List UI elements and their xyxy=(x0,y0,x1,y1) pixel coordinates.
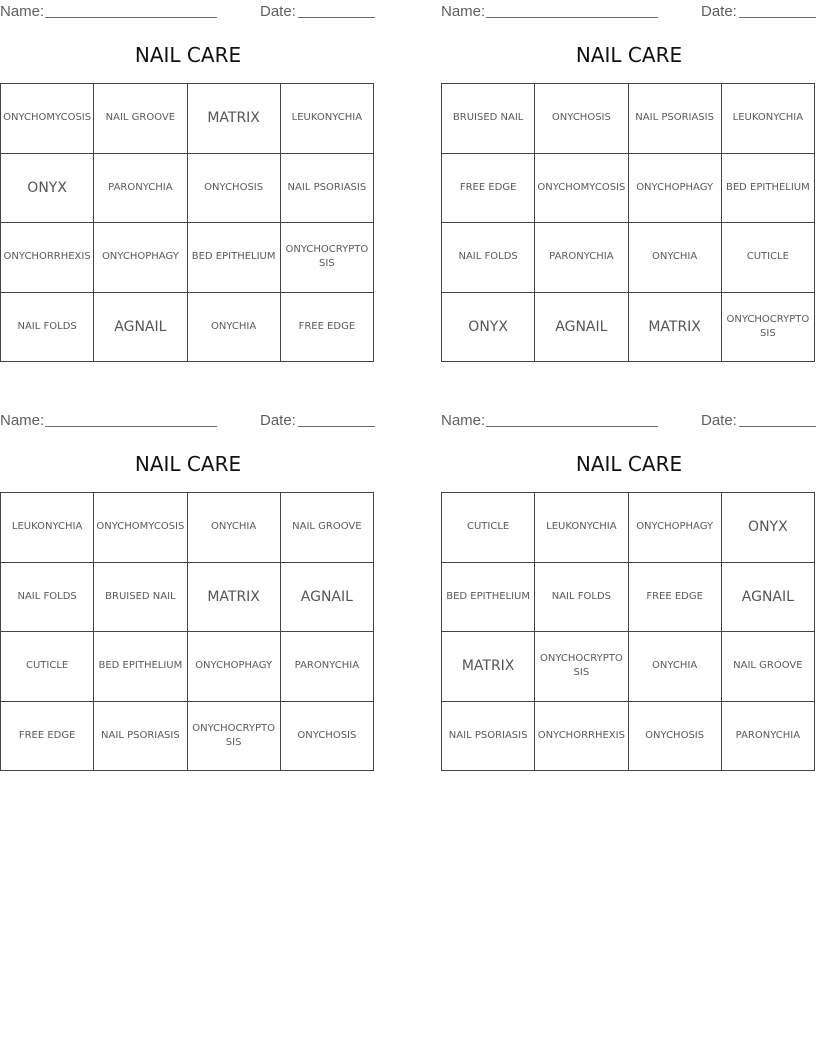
bingo-grid xyxy=(0,83,374,362)
name-label: Name: xyxy=(0,3,45,20)
card-header xyxy=(0,412,376,430)
bingo-cell: AGNAIL xyxy=(535,293,628,363)
bingo-cell: AGNAIL xyxy=(94,293,187,363)
bingo-cell: ONYCHOMYCOSIS xyxy=(94,493,187,563)
bingo-card xyxy=(0,409,376,774)
bingo-cell: LEUKONYCHIA xyxy=(281,84,374,154)
bingo-cell: PARONYCHIA xyxy=(535,223,628,293)
bingo-cell: BED EPITHELIUM xyxy=(722,154,815,224)
bingo-cell: ONYCHOSIS xyxy=(281,702,374,772)
bingo-cell: BRUISED NAIL xyxy=(442,84,535,154)
bingo-card xyxy=(0,0,376,365)
bingo-grid xyxy=(441,83,815,362)
bingo-cell: PARONYCHIA xyxy=(94,154,187,224)
bingo-cell: AGNAIL xyxy=(722,563,815,633)
bingo-card xyxy=(441,409,816,774)
bingo-cell: ONYCHIA xyxy=(629,223,722,293)
name-blank-line[interactable] xyxy=(486,17,658,18)
bingo-cell: FREE EDGE xyxy=(1,702,94,772)
bingo-cell: ONYCHIA xyxy=(188,493,281,563)
bingo-cell: ONYCHOCRYPTOSIS xyxy=(188,702,281,772)
bingo-cell: FREE EDGE xyxy=(281,293,374,363)
bingo-cell: CUTICLE xyxy=(442,493,535,563)
card-header xyxy=(441,3,816,21)
bingo-cell: BED EPITHELIUM xyxy=(442,563,535,633)
name-blank-line[interactable] xyxy=(486,426,658,427)
bingo-card xyxy=(441,0,816,365)
bingo-cell: ONYCHOPHAGY xyxy=(629,493,722,563)
bingo-cell: NAIL PSORIASIS xyxy=(442,702,535,772)
bingo-cell: ONYCHOSIS xyxy=(188,154,281,224)
bingo-cell: NAIL FOLDS xyxy=(1,293,94,363)
bingo-cell: ONYCHORRHEXIS xyxy=(1,223,94,293)
bingo-cell: NAIL GROOVE xyxy=(94,84,187,154)
bingo-cell: ONYCHOSIS xyxy=(629,702,722,772)
bingo-cell: ONYCHIA xyxy=(629,632,722,702)
bingo-cell: ONYCHORRHEXIS xyxy=(535,702,628,772)
bingo-cell: PARONYCHIA xyxy=(281,632,374,702)
bingo-cell: BED EPITHELIUM xyxy=(94,632,187,702)
card-title: NAIL CARE xyxy=(134,452,242,476)
bingo-cell: FREE EDGE xyxy=(629,563,722,633)
bingo-cell: ONYCHOCRYPTOSIS xyxy=(722,293,815,363)
card-title: NAIL CARE xyxy=(134,43,242,67)
name-label: Name: xyxy=(0,412,45,429)
bingo-cell: MATRIX xyxy=(188,563,281,633)
bingo-cell: ONYCHOCRYPTOSIS xyxy=(535,632,628,702)
bingo-cell: ONYCHOMYCOSIS xyxy=(535,154,628,224)
bingo-cell: MATRIX xyxy=(188,84,281,154)
bingo-cell: LEUKONYCHIA xyxy=(1,493,94,563)
date-blank-line[interactable] xyxy=(739,426,816,427)
date-blank-line[interactable] xyxy=(298,426,375,427)
bingo-cell: ONYCHOCRYPTOSIS xyxy=(281,223,374,293)
bingo-cell: FREE EDGE xyxy=(442,154,535,224)
date-label: Date: xyxy=(701,412,737,429)
bingo-cell: NAIL PSORIASIS xyxy=(629,84,722,154)
bingo-cell: NAIL FOLDS xyxy=(535,563,628,633)
bingo-cell: ONYCHOMYCOSIS xyxy=(1,84,94,154)
bingo-cell: ONYX xyxy=(722,493,815,563)
bingo-cell: NAIL GROOVE xyxy=(722,632,815,702)
name-blank-line[interactable] xyxy=(45,17,217,18)
bingo-cell: ONYCHIA xyxy=(188,293,281,363)
bingo-cell: ONYCHOSIS xyxy=(535,84,628,154)
date-label: Date: xyxy=(260,3,296,20)
bingo-cell: CUTICLE xyxy=(1,632,94,702)
bingo-cell: ONYCHOPHAGY xyxy=(188,632,281,702)
bingo-cell: NAIL GROOVE xyxy=(281,493,374,563)
card-title: NAIL CARE xyxy=(575,452,683,476)
bingo-grid xyxy=(0,492,374,771)
name-blank-line[interactable] xyxy=(45,426,217,427)
bingo-cell: ONYCHOPHAGY xyxy=(94,223,187,293)
bingo-cell: MATRIX xyxy=(442,632,535,702)
date-blank-line[interactable] xyxy=(739,17,816,18)
bingo-cell: LEUKONYCHIA xyxy=(722,84,815,154)
date-label: Date: xyxy=(260,412,296,429)
bingo-cell: ONYX xyxy=(1,154,94,224)
bingo-cell: AGNAIL xyxy=(281,563,374,633)
bingo-cell: BRUISED NAIL xyxy=(94,563,187,633)
bingo-cell: NAIL PSORIASIS xyxy=(94,702,187,772)
bingo-cell: LEUKONYCHIA xyxy=(535,493,628,563)
bingo-cell: PARONYCHIA xyxy=(722,702,815,772)
card-header xyxy=(0,3,376,21)
bingo-cell: NAIL PSORIASIS xyxy=(281,154,374,224)
date-blank-line[interactable] xyxy=(298,17,375,18)
bingo-cell: ONYX xyxy=(442,293,535,363)
name-label: Name: xyxy=(441,412,486,429)
bingo-cell: BED EPITHELIUM xyxy=(188,223,281,293)
bingo-grid xyxy=(441,492,815,771)
card-title: NAIL CARE xyxy=(575,43,683,67)
bingo-cell: NAIL FOLDS xyxy=(442,223,535,293)
bingo-cell: NAIL FOLDS xyxy=(1,563,94,633)
bingo-cell: CUTICLE xyxy=(722,223,815,293)
name-label: Name: xyxy=(441,3,486,20)
card-header xyxy=(441,412,816,430)
date-label: Date: xyxy=(701,3,737,20)
bingo-cell: MATRIX xyxy=(629,293,722,363)
bingo-cell: ONYCHOPHAGY xyxy=(629,154,722,224)
